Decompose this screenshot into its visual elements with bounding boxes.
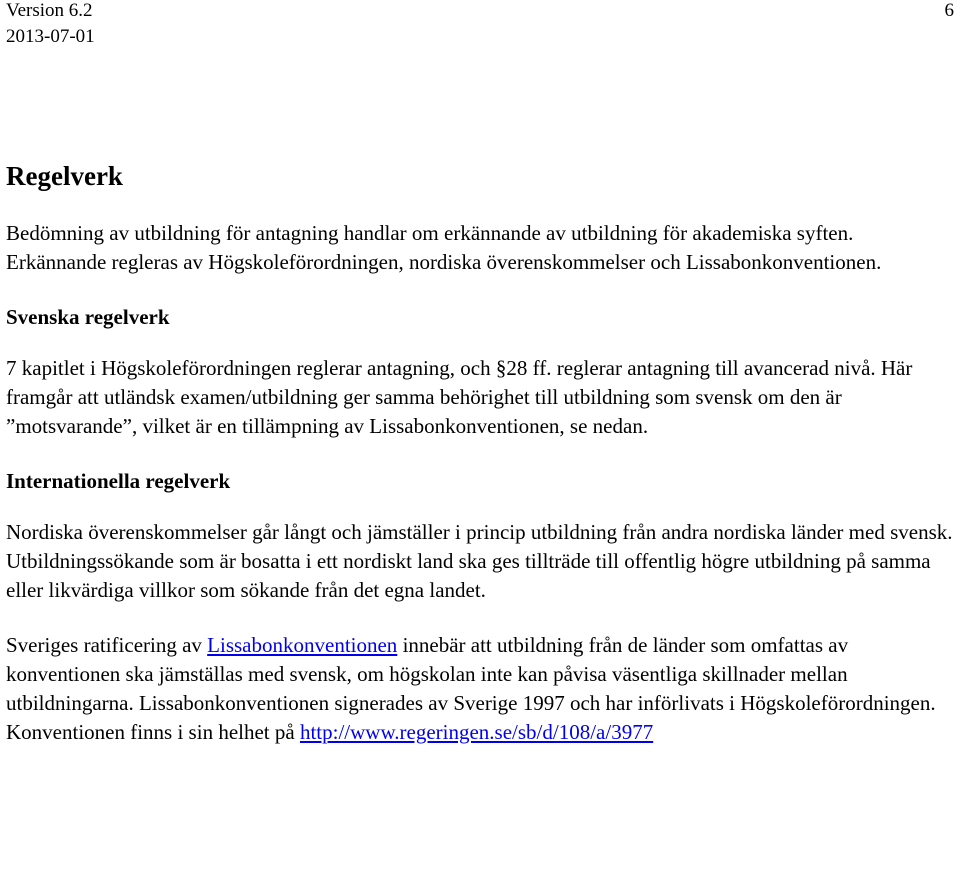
lissabonkonventionen-link[interactable]: Lissabonkonventionen (207, 633, 398, 657)
page-number: 6 (944, 0, 954, 21)
lissabon-paragraph (6, 631, 954, 747)
section-heading-svenska: Svenska regelverk (6, 305, 170, 329)
page-title: Regelverk (6, 161, 123, 191)
version-label: Version 6.2 (6, 0, 93, 21)
section-heading-internationella: Internationella regelverk (6, 469, 231, 493)
date-label: 2013-07-01 (6, 26, 95, 47)
nordiska-paragraph: Nordiska överenskommelser går långt och jämställer i princip utbildning från andra nordiska länder med svensk. Utbildningssökande som är bosatta i ett nordiskt land ska ges tillträde till offentlig högre utbildning på samma eller likvärdiga villkor som sökande från det egna landet. (6, 520, 953, 602)
lissabon-text-end: innebär att utbildning från de länder som omfattas av konventionen ska jämställas med svensk, om högskolan inte kan påvisa väsentliga skillnader mellan utbildningarna. Lissabonkonventionen signerades av Sverige 1997 och har införlivats i Högskoleförordningen. Konventionen finns i sin helhet på (6, 633, 936, 744)
svenska-paragraph: 7 kapitlet i Högskoleförordningen reglerar antagning, och §28 ff. reglerar antagning till avancerad nivå. Här framgår att utländsk examen/utbildning ger samma behörighet till utbildning som svensk om den är ”motsvarande”, vilket är en tillämpning av Lissabonkonventionen, se nedan. (6, 356, 913, 438)
document-body (6, 158, 954, 773)
regeringen-url-link[interactable]: http://www.regeringen.se/sb/d/108/a/3977 (299, 720, 654, 744)
lissabon-text-start: Sveriges ratificering av (6, 633, 208, 657)
intro-paragraph: Bedömning av utbildning för antagning handlar om erkännande av utbildning för akademiska syften. Erkännande regleras av Högskoleförordningen, nordiska överenskommelser och Lissabonkonventionen. (6, 221, 882, 274)
page-header (6, 0, 95, 50)
